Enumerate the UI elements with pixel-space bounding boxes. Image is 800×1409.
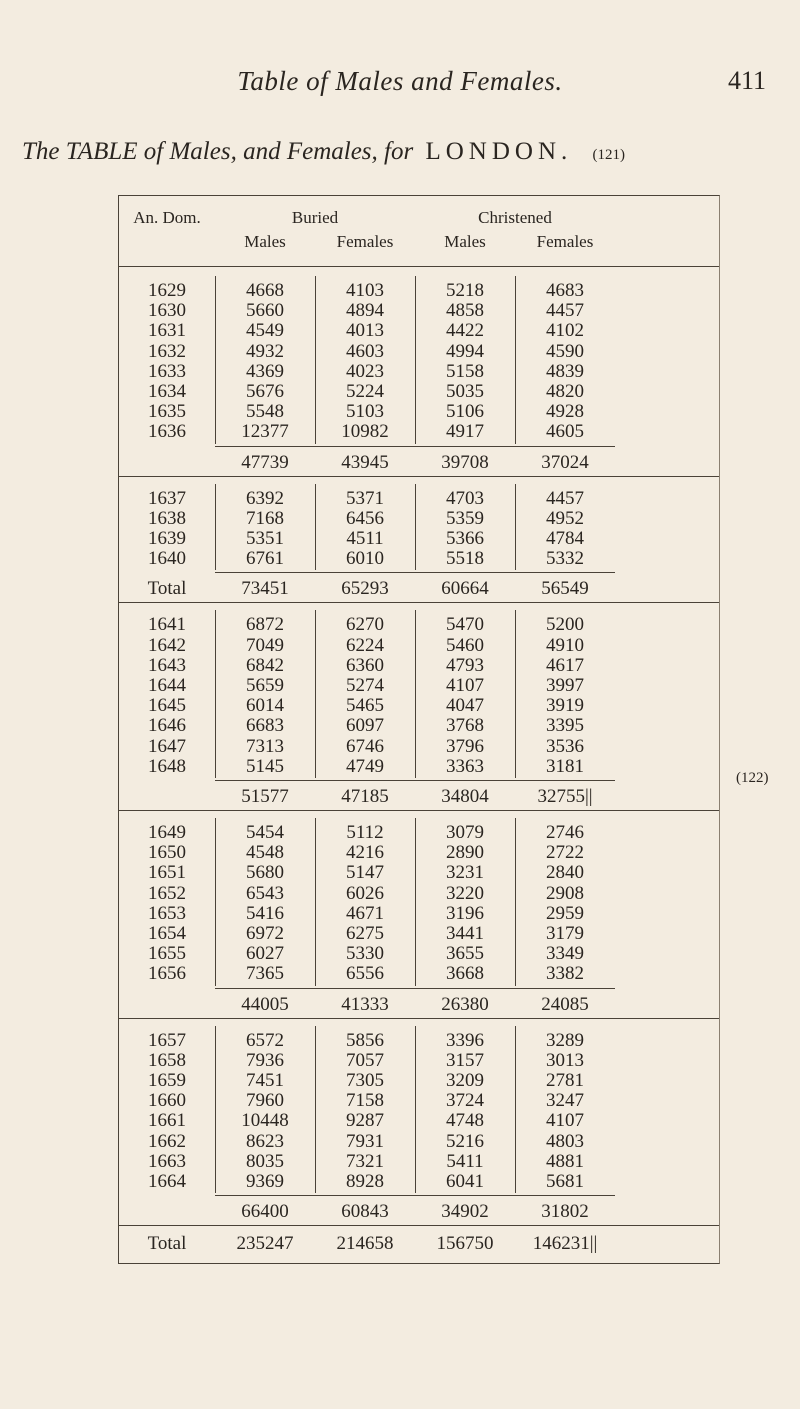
value-cell: 5660 — [246, 300, 284, 322]
value-cell: 4917 — [446, 421, 484, 443]
subtotal-cell: 47185 — [341, 786, 389, 807]
value-cell: 4683 — [546, 280, 584, 301]
running-head: Table of Males and Females. — [237, 66, 563, 96]
value-cell: 6556 — [346, 963, 384, 985]
value-cell: 3655 — [446, 943, 484, 965]
value-cell: 2781 — [546, 1070, 584, 1091]
value-cell: 4932 — [246, 340, 284, 362]
value-cell: 4858 — [446, 300, 484, 322]
year-cell: 1654 — [148, 923, 186, 944]
value-cell: 7049 — [246, 634, 284, 656]
value-cell: 3919 — [546, 695, 584, 717]
value-cell: 7313 — [246, 735, 284, 757]
year-cell: 1650 — [148, 842, 186, 864]
value-cell: 12377 — [241, 421, 289, 443]
value-cell: 3382 — [546, 963, 584, 985]
value-cell: 7305 — [346, 1070, 384, 1091]
value-cell: 6224 — [346, 634, 384, 656]
value-cell: 5366 — [446, 528, 484, 549]
year-cell: 1634 — [148, 381, 186, 402]
year-cell: 1647 — [148, 735, 186, 757]
header-buried-females: Females — [336, 232, 394, 251]
value-cell: 3231 — [446, 862, 484, 884]
value-cell: 4928 — [546, 401, 584, 423]
value-cell: 5416 — [246, 902, 284, 924]
value-cell: 5112 — [346, 822, 384, 843]
group-rule — [119, 602, 719, 603]
value-cell: 6456 — [346, 507, 384, 529]
value-cell: 8623 — [246, 1130, 284, 1152]
value-cell: 3013 — [546, 1049, 584, 1071]
value-cell: 5359 — [446, 507, 484, 529]
column-rule — [415, 1026, 416, 1194]
value-cell: 5680 — [246, 862, 284, 884]
value-cell: 6746 — [346, 735, 384, 757]
title-word-table: TABLE — [65, 138, 138, 165]
value-cell: 3796 — [446, 735, 484, 757]
value-cell: 7057 — [346, 1049, 384, 1071]
value-cell: 5158 — [446, 360, 484, 382]
grand-total-cell: 235247 — [236, 1233, 294, 1255]
year-cell: 1649 — [148, 822, 186, 843]
column-rule — [515, 1026, 516, 1194]
header-christened-females: Females — [536, 232, 594, 251]
value-cell: 3196 — [446, 902, 484, 924]
column-rule — [215, 1026, 216, 1194]
value-cell: 3363 — [446, 755, 484, 777]
value-cell: 4803 — [546, 1130, 584, 1152]
grand-total-label: Total — [147, 1233, 187, 1255]
year-cell: 1659 — [148, 1070, 186, 1091]
year-cell: 1662 — [148, 1130, 186, 1152]
value-cell: 6842 — [246, 654, 284, 676]
subtotal-cell: 41333 — [341, 993, 389, 1015]
value-cell: 3349 — [546, 943, 584, 965]
year-cell: 1657 — [148, 1029, 186, 1051]
group-rule — [119, 810, 719, 811]
value-cell: 7960 — [246, 1090, 284, 1112]
subtotal-cell: 26380 — [441, 993, 489, 1015]
subtotal-cell: 56549 — [541, 578, 589, 600]
value-cell: 3768 — [446, 715, 484, 737]
value-cell: 4603 — [346, 340, 384, 362]
header-rule — [119, 266, 719, 267]
value-cell: 7451 — [246, 1070, 284, 1091]
value-cell: 7168 — [246, 507, 284, 529]
column-rule — [415, 484, 416, 571]
year-cell: 1640 — [148, 548, 186, 570]
value-cell: 10448 — [241, 1110, 289, 1132]
value-cell: 6041 — [446, 1171, 484, 1192]
value-cell: 7936 — [246, 1049, 284, 1071]
value-cell: 3079 — [446, 822, 484, 843]
column-rule — [515, 818, 516, 986]
value-cell: 5330 — [346, 943, 384, 965]
value-cell: 5332 — [546, 548, 584, 570]
subtotal-cell: 60664 — [441, 578, 489, 600]
value-cell: 8035 — [246, 1150, 284, 1172]
value-cell: 6026 — [346, 882, 384, 904]
year-cell: 1643 — [148, 654, 186, 676]
title-word-of: of — [143, 138, 164, 165]
column-rule — [215, 484, 216, 571]
value-cell: 5856 — [346, 1029, 384, 1051]
value-cell: 4548 — [246, 842, 284, 864]
value-cell: 9287 — [346, 1110, 384, 1132]
value-cell: 4668 — [246, 280, 284, 301]
sidenote-number: (121) — [592, 147, 626, 163]
value-cell: 4894 — [346, 300, 384, 322]
value-cell: 6543 — [246, 882, 284, 904]
value-cell: 6270 — [346, 614, 384, 636]
value-cell: 6014 — [246, 695, 284, 717]
header-buried-males: Males — [244, 232, 286, 251]
value-cell: 4994 — [446, 340, 484, 362]
value-cell: 4457 — [546, 487, 584, 509]
value-cell: 3536 — [546, 735, 584, 757]
subtotal-cell: 60843 — [341, 1201, 389, 1223]
year-cell: 1633 — [148, 360, 186, 382]
subtotal-cell: 24085 — [541, 993, 589, 1015]
value-cell: 4793 — [446, 654, 484, 676]
value-cell: 6683 — [246, 715, 284, 737]
year-cell: 1645 — [148, 695, 186, 717]
title-word-females: Females, — [286, 138, 378, 165]
year-cell: 1648 — [148, 755, 186, 777]
value-cell: 5460 — [446, 634, 484, 656]
value-cell: 4748 — [446, 1110, 484, 1132]
value-cell: 6010 — [346, 548, 384, 570]
year-cell: 1637 — [148, 487, 186, 509]
value-cell: 7931 — [346, 1130, 384, 1152]
subtotal-cell: 73451 — [241, 578, 289, 600]
column-rule — [315, 1026, 316, 1194]
subtotal-rule — [215, 988, 615, 989]
title-word-and: and — [243, 138, 281, 165]
title-city: LONDON. — [425, 138, 573, 165]
value-cell: 4617 — [546, 654, 584, 676]
year-cell: 1631 — [148, 320, 186, 342]
column-rule — [415, 276, 416, 444]
data-table — [118, 195, 720, 1264]
column-rule — [215, 818, 216, 986]
year-cell: 1632 — [148, 340, 186, 362]
value-cell: 4952 — [546, 507, 584, 529]
value-cell: 3209 — [446, 1070, 484, 1091]
total-label: Total — [147, 578, 187, 600]
year-cell: 1638 — [148, 507, 186, 529]
year-cell: 1653 — [148, 902, 186, 924]
value-cell: 3997 — [546, 675, 584, 696]
subtotal-cell: 47739 — [241, 451, 289, 473]
value-cell: 7365 — [246, 963, 284, 985]
value-cell: 4784 — [546, 528, 584, 549]
group-rule — [119, 476, 719, 477]
year-cell: 1655 — [148, 943, 186, 965]
column-rule — [415, 610, 416, 778]
value-cell: 4102 — [546, 320, 584, 342]
subtotal-cell: 65293 — [341, 578, 389, 600]
value-cell: 4013 — [346, 320, 384, 342]
value-cell: 6872 — [246, 614, 284, 636]
year-cell: 1658 — [148, 1049, 186, 1071]
subtotal-cell: 39708 — [441, 451, 489, 473]
table-title — [22, 138, 625, 166]
value-cell: 4216 — [346, 842, 384, 864]
value-cell: 4820 — [546, 381, 584, 402]
grand-total-cell: 146231|| — [532, 1233, 598, 1255]
subtotal-cell: 51577 — [241, 786, 289, 807]
value-cell: 4605 — [546, 421, 584, 443]
value-cell: 4881 — [546, 1150, 584, 1172]
header-christened-males: Males — [444, 232, 486, 251]
value-cell: 5200 — [546, 614, 584, 636]
year-cell: 1656 — [148, 963, 186, 985]
value-cell: 4457 — [546, 300, 584, 322]
value-cell: 5411 — [446, 1150, 484, 1172]
value-cell: 7321 — [346, 1150, 384, 1172]
column-rule — [215, 276, 216, 444]
subtotal-cell: 37024 — [541, 451, 589, 473]
year-cell: 1660 — [148, 1090, 186, 1112]
column-rule — [315, 484, 316, 571]
value-cell: 5145 — [246, 755, 284, 777]
value-cell: 5147 — [346, 862, 384, 884]
value-cell: 5548 — [246, 401, 284, 423]
value-cell: 4103 — [346, 280, 384, 301]
value-cell: 5454 — [246, 822, 284, 843]
value-cell: 3247 — [546, 1090, 584, 1112]
value-cell: 6275 — [346, 923, 384, 944]
value-cell: 4549 — [246, 320, 284, 342]
value-cell: 3395 — [546, 715, 584, 737]
value-cell: 5681 — [546, 1171, 584, 1192]
value-cell: 2840 — [546, 862, 584, 884]
year-cell: 1630 — [148, 300, 186, 322]
year-cell: 1663 — [148, 1150, 186, 1172]
grand-total-cell: 156750 — [436, 1233, 494, 1255]
value-cell: 3668 — [446, 963, 484, 985]
year-cell: 1635 — [148, 401, 186, 423]
subtotal-cell: 43945 — [341, 451, 389, 473]
value-cell: 5465 — [346, 695, 384, 717]
title-word-the: The — [22, 138, 60, 165]
year-cell: 1664 — [148, 1171, 186, 1192]
header-buried: Buried — [291, 208, 339, 227]
value-cell: 6761 — [246, 548, 284, 570]
value-cell: 5216 — [446, 1130, 484, 1152]
value-cell: 4511 — [346, 528, 384, 549]
subtotal-rule — [215, 1195, 615, 1196]
value-cell: 4047 — [446, 695, 484, 717]
value-cell: 6972 — [246, 923, 284, 944]
value-cell: 5470 — [446, 614, 484, 636]
value-cell: 5035 — [446, 381, 484, 402]
value-cell: 3396 — [446, 1029, 484, 1051]
value-cell: 3181 — [546, 755, 584, 777]
value-cell: 5518 — [446, 548, 484, 570]
value-cell: 9369 — [246, 1171, 284, 1192]
value-cell: 2746 — [546, 822, 584, 843]
value-cell: 2959 — [546, 902, 584, 924]
subtotal-rule — [215, 572, 615, 573]
value-cell: 5676 — [246, 381, 284, 402]
value-cell: 6097 — [346, 715, 384, 737]
header-christened: Christened — [478, 208, 552, 227]
column-rule — [315, 610, 316, 778]
column-rule — [515, 484, 516, 571]
value-cell: 6392 — [246, 487, 284, 509]
value-cell: 3441 — [446, 923, 484, 944]
column-rule — [315, 818, 316, 986]
value-cell: 2908 — [546, 882, 584, 904]
title-word-males: Males, — [169, 138, 237, 165]
value-cell: 4590 — [546, 340, 584, 362]
value-cell: 4422 — [446, 320, 484, 342]
year-cell: 1641 — [148, 614, 186, 636]
year-cell: 1644 — [148, 675, 186, 696]
value-cell: 3289 — [546, 1029, 584, 1051]
value-cell: 3724 — [446, 1090, 484, 1112]
subtotal-cell: 31802 — [541, 1201, 589, 1223]
year-cell: 1661 — [148, 1110, 186, 1132]
value-cell: 8928 — [346, 1171, 384, 1192]
value-cell: 5224 — [346, 381, 384, 402]
value-cell: 5371 — [346, 487, 384, 509]
column-rule — [515, 276, 516, 444]
subtotal-cell: 44005 — [241, 993, 289, 1015]
year-cell: 1651 — [148, 862, 186, 884]
value-cell: 6360 — [346, 654, 384, 676]
value-cell: 4839 — [546, 360, 584, 382]
value-cell: 5103 — [346, 401, 384, 423]
subtotal-cell: 32755|| — [537, 786, 593, 807]
value-cell: 4671 — [346, 902, 384, 924]
year-cell: 1639 — [148, 528, 186, 549]
header-year: An. Dom. — [133, 208, 201, 227]
value-cell: 4369 — [246, 360, 284, 382]
group-rule — [119, 1225, 719, 1226]
value-cell: 4749 — [346, 755, 384, 777]
page-number: 411 — [727, 66, 766, 95]
year-cell: 1646 — [148, 715, 186, 737]
title-word-for: for — [384, 138, 414, 165]
value-cell: 4910 — [546, 634, 584, 656]
subtotal-rule — [215, 780, 615, 781]
value-cell: 5351 — [246, 528, 284, 549]
year-cell: 1629 — [148, 280, 186, 301]
value-cell: 4703 — [446, 487, 484, 509]
value-cell: 3220 — [446, 882, 484, 904]
group-rule — [119, 1018, 719, 1019]
subtotal-cell: 34804 — [441, 786, 489, 807]
value-cell: 6027 — [246, 943, 284, 965]
value-cell: 5274 — [346, 675, 384, 696]
value-cell: 5218 — [446, 280, 484, 301]
value-cell: 7158 — [346, 1090, 384, 1112]
column-rule — [315, 276, 316, 444]
value-cell: 6572 — [246, 1029, 284, 1051]
column-rule — [515, 610, 516, 778]
value-cell: 4107 — [446, 675, 484, 696]
value-cell: 5659 — [246, 675, 284, 696]
value-cell: 2890 — [446, 842, 484, 864]
value-cell: 10982 — [341, 421, 389, 443]
value-cell: 5106 — [446, 401, 484, 423]
subtotal-rule — [215, 446, 615, 447]
year-cell: 1642 — [148, 634, 186, 656]
value-cell: 3157 — [446, 1049, 484, 1071]
subtotal-cell: 34902 — [441, 1201, 489, 1223]
value-cell: 2722 — [546, 842, 584, 864]
value-cell: 4107 — [546, 1110, 584, 1132]
column-rule — [415, 818, 416, 986]
value-cell: 4023 — [346, 360, 384, 382]
sidenote-number-2: (122) — [736, 770, 769, 786]
year-cell: 1636 — [148, 421, 186, 443]
column-rule — [215, 610, 216, 778]
value-cell: 3179 — [546, 923, 584, 944]
grand-total-cell: 214658 — [336, 1233, 394, 1255]
subtotal-cell: 66400 — [241, 1201, 289, 1223]
year-cell: 1652 — [148, 882, 186, 904]
